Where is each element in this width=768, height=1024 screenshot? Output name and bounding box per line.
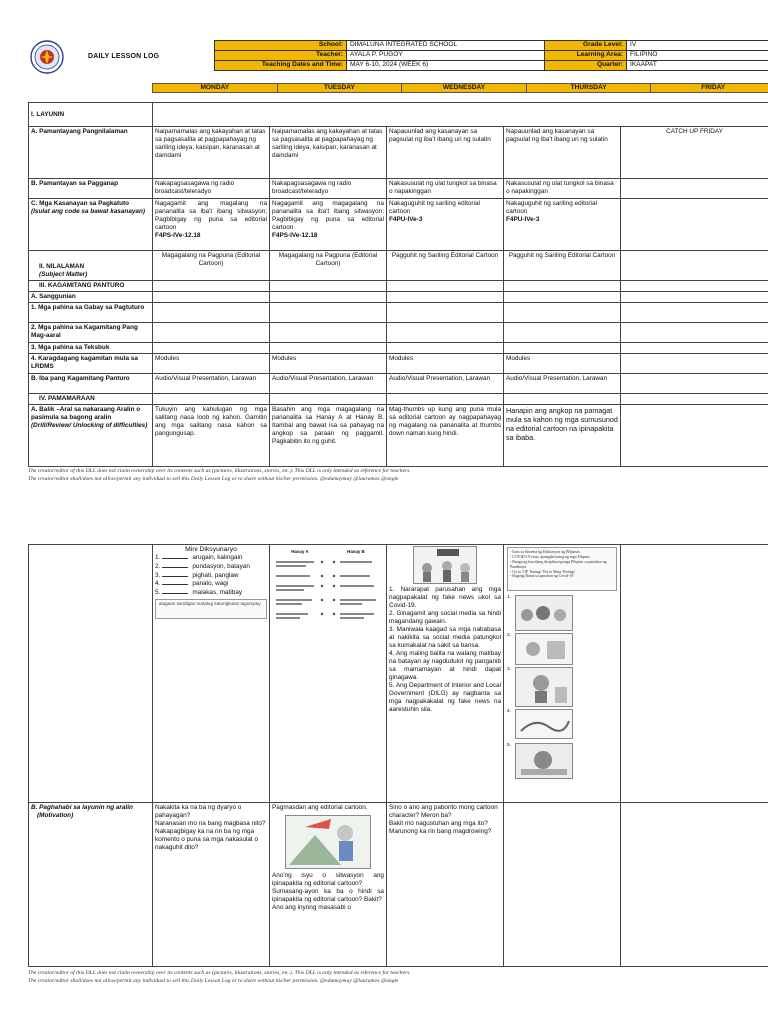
cell-monday: Naipamamalas ang kakayahan at tatas sa pagsasalita at pagpapahayag ng sariling ideya, kaisipan, karanasan at damdami	[153, 127, 270, 179]
nilalaman-cell	[29, 251, 153, 281]
table-row	[29, 374, 768, 394]
dates-value: MAY 6-10, 2024 (WEEK 6)	[347, 61, 554, 71]
cell-thursday: Modules	[504, 354, 621, 374]
list-item: 2.	[507, 633, 617, 667]
editorial-cartoon-4-image	[515, 709, 573, 739]
list-item: 4.	[507, 709, 617, 743]
kasanayan-text: Nakaguguhit ng sariling editorial cartoon	[389, 200, 480, 215]
day-tuesday: TUESDAY	[277, 84, 402, 93]
competency-code: F4PS-IVe-12.18	[155, 232, 201, 239]
cell-monday	[153, 199, 270, 251]
cell-thursday: Pagguhit ng Sariling Editorial Cartoon	[504, 251, 621, 281]
disclaimer-line-2: The creator/editor shall/does not allow/permit any individual to sell this Daily Lesson Log or to share without his/her permission. @edumaymay @lauramos @angie	[28, 977, 399, 984]
motivation-questions: Ano'ng isyu o sitwasyon ang ipinapakita ng editorial cartoon? Sumasang-ayon ka ba o hindi sa ipinapakita ng editorial cartoon? Bakit? Ano ang inyong masasabi o	[272, 872, 384, 911]
paghahabi-cell	[29, 803, 153, 967]
list-item: 2. pundasyon, batayan	[155, 563, 250, 571]
kagamitan-heading: III. KAGAMITANG PANTURO	[29, 281, 153, 292]
cell-monday: Modules	[153, 354, 270, 374]
day-thursday: THURSDAY	[526, 84, 651, 93]
mini-diksyunaryo-list	[155, 554, 267, 597]
cell-tuesday: Magagalang na Pagpuna (Editorial Cartoon)	[270, 251, 387, 281]
iba-pang-kagamitan-label: B. Iba pang Kagamitang Panturo	[29, 374, 153, 394]
kasanayan-label: C. Mga Kasanayan sa Pagkatuto	[31, 200, 130, 207]
table-row	[29, 323, 768, 343]
editorial-cartoon-2-image	[515, 633, 573, 665]
class-info-table	[544, 40, 768, 71]
kasanayan-text: Nagagamit ang magagalang na pananalita sa iba't ibang sitwasyon; Pagbibigay ng puna sa editorial cartoon	[272, 200, 384, 231]
table-row	[29, 405, 768, 467]
cell-wednesday: Pagguhit ng Sariling Editorial Cartoon	[387, 251, 504, 281]
table-row	[29, 251, 768, 281]
editorial-cartoon-3-image	[515, 667, 573, 707]
grade-label: Grade Level:	[545, 41, 627, 51]
balik-aral-note: (Drill/Review/ Unlocking of difficulties)	[31, 422, 148, 429]
table-row	[29, 303, 768, 323]
motivation-instruction: Pagmasdan ang editorial cartoon.	[272, 804, 368, 811]
balik-aral-label: A. Balik –Aral sa nakaraang Aralin o pasimula sa bagong aralin	[31, 406, 141, 421]
cell-tuesday: Audio/Visual Presentation, Larawan	[270, 374, 387, 394]
cell-wednesday: Mag-thumbs up kung ang puna mula sa editorial cartoon ay nagpapahayag ng magalang na pananalita at thumbs down naman kung hindi.	[387, 405, 504, 467]
table-row	[29, 354, 768, 374]
catch-up-friday: CATCH UP FRIDAY	[621, 127, 768, 179]
list-item: 5. malakas, matibay	[155, 588, 243, 596]
cell-wednesday: Modules	[387, 354, 504, 374]
table-row	[29, 199, 768, 251]
cell-tuesday: Naipamamalas ang kakayahan at tatas sa pagsasalita at pagpapahayag ng sariling ideya, kaisipan, karanasan at damdami	[270, 127, 387, 179]
nilalaman-label: II. NILALAMAN	[39, 263, 85, 270]
cell-monday: Audio/Visual Presentation, Larawan	[153, 374, 270, 394]
mini-diksyunaryo-title: Mini Diksyunaryo	[185, 546, 237, 553]
table-row	[29, 292, 768, 303]
day-wednesday: WEDNESDAY	[402, 84, 527, 93]
lesson-grid-page-1	[28, 102, 768, 467]
cell-monday	[153, 545, 270, 803]
quarter-label: Quarter:	[545, 61, 627, 71]
cartoon-titles-box: - Iwas sa Sistema ng Edukasyon ng Pilipinas - COVID-19 virus, ipinagdiriwang ng mga Pilipino - Bunga ng kawalang disiplina ng mga Pilipino sa panahon ng Pandemya - Go to VIP Testing! Yes to Mass Testing! - Bagong Banta sa panahon ng Covid-19	[507, 547, 617, 591]
cell-wednesday	[387, 545, 504, 803]
cell-tuesday	[270, 803, 387, 967]
pamantayang-pangnilalaman-label: A. Pamantayang Pangnilalaman	[29, 127, 153, 179]
competency-code: F4PS-IVe-12.18	[272, 232, 318, 239]
teacher-value: AYALA P. PUGOY	[347, 51, 554, 61]
table-row	[29, 281, 768, 292]
list-item: 5.	[507, 743, 617, 781]
area-label: Learning Area:	[545, 51, 627, 61]
disclaimer-line-1: The creator/editor of this DLL does not claim ownership over its contents such as (pictures, illustrations, stories, etc.). This DLL is only intended as reference for teachers.	[28, 970, 411, 976]
table-row	[29, 394, 768, 405]
cell-tuesday: Nakapagsasagawa ng radio broadcast/teleradyo	[270, 179, 387, 199]
paghahabi-note: (Motivation)	[37, 812, 74, 819]
cell-wednesday: Nakasusulat ng ulat tungkol sa binasa o napakinggan	[387, 179, 504, 199]
cell-thursday: Nakasusulat ng ulat tungkol sa binasa o napakinggan	[504, 179, 621, 199]
cell-wednesday: Audio/Visual Presentation, Larawan	[387, 374, 504, 394]
kasanayan-text: Nagagamit ang magalang na pananalita sa iba't ibang sitwasyon; Pagbibigay ng puna sa editorial cartoon	[155, 200, 267, 231]
table-row	[29, 127, 768, 179]
dates-label: Teaching Dates and Time:	[215, 61, 347, 71]
kasanayan-note: (Isulat ang code sa bawat kasanayan)	[31, 208, 146, 215]
nilalaman-note: (Subject Matter)	[39, 271, 88, 278]
pamamaraan-heading: IV. PAMAMARAAN	[29, 394, 153, 405]
cell-monday: Tukuyin ang kahulugan ng mga salitang nasa loob ng kahon. Gamitin ang mga salitang nasa kahon sa pangungusap.	[153, 405, 270, 467]
competency-code: F4PU-IVe-3	[506, 216, 540, 223]
cell-monday: Magagalang na Pagpuna (Editorial Cartoon)	[153, 251, 270, 281]
lrdms-label: 4. Karagdagang kagamitan mula sa LRDMS	[29, 354, 153, 374]
table-row	[29, 343, 768, 354]
disclaimer-footer	[28, 468, 768, 483]
cell-tuesday	[270, 545, 387, 803]
disclaimer-line-1: The creator/editor of this DLL does not claim ownership over its contents such as (pictures, illustrations, stories, etc.). This DLL is only intended as reference for teachers.	[28, 468, 411, 474]
cell-monday: Nakapagsasagawa ng radio broadcast/teleradyo	[153, 179, 270, 199]
editorial-cartoon-5-image	[515, 743, 573, 779]
word-box: alagaan sandigan matatag katungkulan tagumpay	[155, 599, 267, 619]
editorial-cartoon-1-image	[515, 595, 573, 631]
list-item: 1. arugain, kalingain	[155, 554, 243, 562]
mag-aaral-label: 2. Mga pahina sa Kagamitang Pang Mag-aaral	[29, 323, 153, 343]
gabay-label: 1. Mga pahina sa Gabay sa Pagtuturo	[29, 303, 153, 323]
covid-cartoon-image	[413, 546, 477, 584]
table-row	[29, 103, 768, 127]
layunin-heading: I. LAYUNIN	[29, 103, 153, 127]
day-friday: FRIDAY	[651, 84, 768, 93]
quarter-value: IKAAPAT	[627, 61, 768, 71]
list-item: 3.	[507, 667, 617, 709]
area-value: FILIPINO	[627, 51, 768, 61]
cell-tuesday: Basahin ang mga magagalang na pananalita sa Hanay A at Hanay B. Itambal ang bawat isa sa pahayag na angkop sa paraan ng paggamit. Pagkabitin ito ng guhit.	[270, 405, 387, 467]
balik-aral-cell	[29, 405, 153, 467]
weekday-header	[152, 83, 768, 93]
list-item: 1.	[507, 595, 617, 633]
cell-monday: Nakakita ka na ba ng dyaryo o pahayagan? Naranasan mo na bang magbasa nito? Nakapagbigay ka na rin ba ng mga komento o puna sa mga nakasulat o nakaguhit dito?	[153, 803, 270, 967]
pamantayan-pagganap-label: B. Pamantayan sa Pagganap	[29, 179, 153, 199]
editorial-cartoon-list	[507, 595, 617, 781]
cell-wednesday	[387, 199, 504, 251]
school-info-table	[214, 40, 554, 71]
hanay-a-label: Hanay A	[291, 549, 309, 554]
sanggunian-label: A. Sanggunian	[29, 292, 153, 303]
cell-wednesday: Sino o ano ang paborito mong cartoon character? Meron ba? Bakit mo nagustuhan ang mga ito? Marunong ka rin bang magdrowing?	[387, 803, 504, 967]
kasanayan-cell	[29, 199, 153, 251]
cell-tuesday	[270, 199, 387, 251]
table-row	[29, 803, 768, 967]
school-label: School:	[215, 41, 347, 51]
fake-news-statements: 1. Nararapat parusahan ang mga nagpapakalat ng fake news ukol sa Covid-19. 2. Ginagamit ang social media sa hindi magandang gawain. 3. Maniwala kaagad sa mga nababasa at nakikita sa social media patungkol sa kumakalat na sakit sa bansa. 4. Ang maling balita na walang matibay na batayan ay nagdudulot ng panganib sa mamamayan at hindi dapat ginagawa. 5. Ang Department of Interior and Local Government (DILG) ay nagbanta sa mga nagpakakalat ng fake news na aarestuhin sila.	[389, 586, 501, 713]
table-row	[29, 179, 768, 199]
teacher-label: Teacher:	[215, 51, 347, 61]
list-item: 3. pighati, panglaw	[155, 571, 239, 579]
cell-thursday: Napauunlad ang kasanayan sa pagsulat ng iba't ibang uri ng sulatin	[504, 127, 621, 179]
table-row	[29, 545, 768, 803]
disclaimer-line-2: The creator/editor shall/does not allow/permit any individual to sell this Daily Lesson Log or to share without his/her permission. @edumaymay @lauramos @angie	[28, 475, 399, 482]
grade-value: IV	[627, 41, 768, 51]
cell-thursday: Audio/Visual Presentation, Larawan	[504, 374, 621, 394]
competency-code: F4PU-IVe-3	[389, 216, 423, 223]
day-monday: MONDAY	[153, 84, 278, 93]
disclaimer-footer	[28, 970, 768, 985]
paghahabi-label: B. Paghahabi sa layunin ng aralin	[31, 804, 133, 811]
lesson-grid-page-2	[28, 544, 768, 967]
cell-thursday	[504, 545, 621, 803]
school-value: DIMALUNA INTEGRATED SCHOOL	[347, 41, 554, 51]
kasanayan-text: Nakaguguhit ng sariling editorial cartoon	[506, 200, 597, 215]
cell-tuesday: Modules	[270, 354, 387, 374]
cell-thursday: Hanapin ang angkop na pamagat mula sa kahon ng mga sumusunod na editorial cartoon na ipinapakita sa ibaba.	[504, 405, 621, 467]
hanay-b-label: Hanay B	[347, 549, 365, 554]
matching-exercise-graphic	[272, 555, 384, 625]
list-item: 4. panalo, wagi	[155, 580, 229, 588]
teksbuk-label: 3. Mga pahina sa Teksbuk	[29, 343, 153, 354]
cell-thursday	[504, 199, 621, 251]
motivation-cartoon-image	[285, 815, 371, 869]
dll-title: DAILY LESSON LOG	[88, 53, 160, 60]
dll-header	[28, 40, 768, 76]
cell-wednesday: Napauunlad ang kasanayan sa pagsulat ng iba't ibang uri ng sulatin	[387, 127, 504, 179]
deped-seal-icon	[30, 40, 64, 74]
